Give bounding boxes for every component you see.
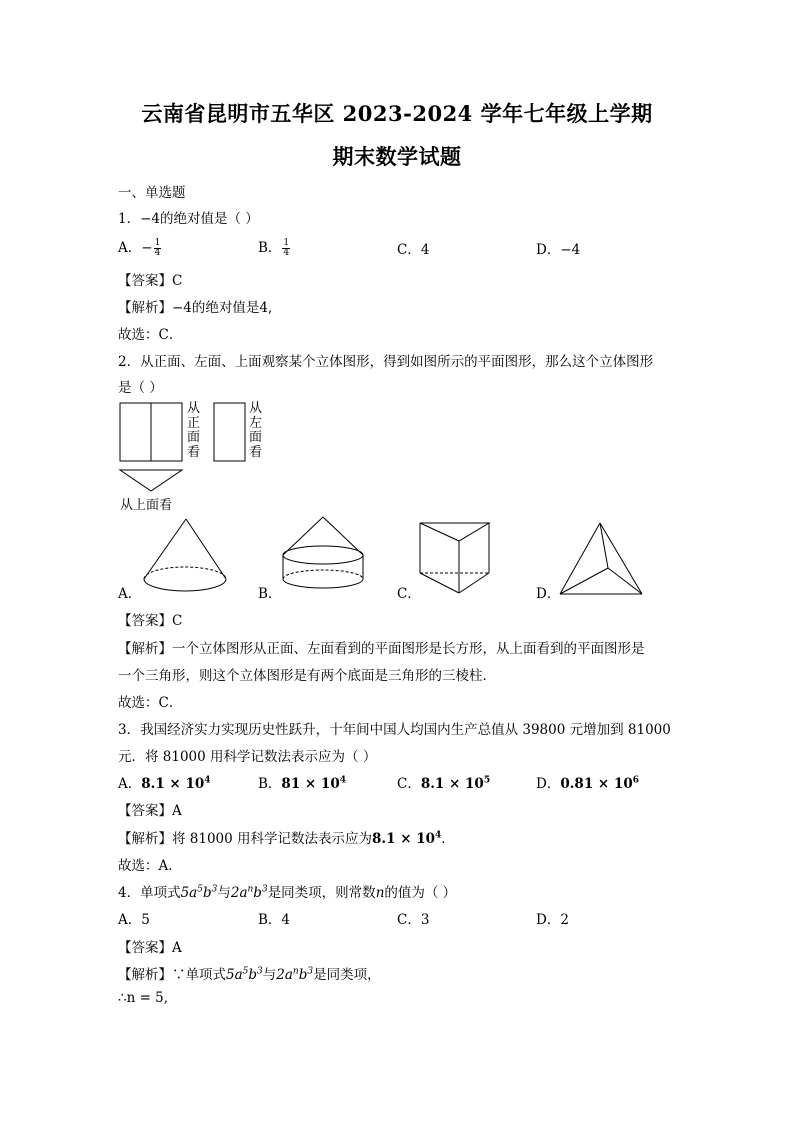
q1-option-a-denominator: 4 [154,248,161,258]
q4-analysis-term2-b-exponent: 3 [307,966,314,977]
q4-analysis-prefix: 【解析】∵单项式 [118,967,226,983]
left-view-char-4: 看 [249,444,263,460]
q4-analysis-term2-exponent: n [292,966,299,977]
q4-term2-exponent: n [247,884,254,895]
q3-option-a-base: 8.1 × 10 [141,776,205,792]
front-view-char-2: 正 [187,415,201,431]
q2-analysis-line1: 【解析】一个立体图形从正面、左面看到的平面图形是长方形，从上面看到的平面图形是 [118,641,645,657]
front-view-figure [118,402,188,494]
cone-on-cylinder-figure [278,515,368,597]
q3-analysis-suffix: ． [441,831,455,847]
q3-option-d-base: 0.81 × 10 [560,776,633,792]
q4-term1-exponent: 5 [197,884,203,895]
q3-stem-line1: 3．我国经济实力实现历史性跃升，十年间中国人均国内生产总值从 39800 元增加到 81000 [118,722,671,738]
q2-analysis-line2: 一个三角形，则这个立体图形是有两个底面是三角形的三棱柱． [118,668,496,684]
q4-variable: n [375,885,385,901]
q4-stem-mid: 与 [217,885,231,901]
q2-conclusion: 故选：C． [118,695,183,711]
q3-option-c-exponent: 5 [483,775,491,786]
front-view-char-1: 从 [187,401,201,416]
q4-stem-suffix1: 是同类项，则常数 [267,885,376,901]
q4-stem-suffix2: 的值为（ ） [384,885,457,901]
q4-analysis-term2-b: b [298,967,308,983]
q4-analysis-term1-exponent: 5 [242,966,249,977]
q1-option-a-label: A． [118,240,142,256]
q3-option-b-exponent: 4 [339,775,346,786]
q4-option-b: B．4 [258,912,291,928]
q4-analysis-term2 [276,967,313,983]
q2-option-c-label: C． [397,586,421,602]
q1-number: 1． [118,211,141,227]
q1-option-a-sign: − [141,240,153,256]
q4-option-c: C．3 [397,912,430,928]
q1-value: −4 [140,211,160,227]
q4-result: ∴n = 5, [118,990,169,1006]
q3-option-c [397,772,490,792]
left-view-char-1: 从 [249,401,263,416]
q4-option-a: A．5 [118,912,150,928]
q1-option-b-denominator: 4 [283,248,290,258]
q3-analysis [118,827,455,847]
front-view-label [187,402,201,460]
q3-option-a-label: A． [118,776,142,792]
q1-option-d: D．−4 [536,242,581,258]
q1-analysis [118,296,272,316]
q1-analysis-text: −4的绝对值是4, [172,300,273,316]
q4-analysis-term1 [226,967,263,983]
q3-option-c-base: 8.1 × 10 [420,776,484,792]
q2-option-d-label: D． [536,586,561,602]
q4-analysis-term1-coef: 5a [226,967,243,983]
q4-term2-coef: 2a [230,885,248,901]
q1-option-b-fraction [282,239,290,258]
q4-analysis-mid: 与 [262,967,277,983]
q2-answer: 【答案】C [118,613,183,629]
top-view-label: 从上面看 [120,498,173,513]
document-title-line2: 期末数学试题 [332,144,462,169]
q1-option-a-fraction [154,239,162,258]
q1-option-a-numerator: 1 [154,238,161,248]
q2-stem-line1: 2．从正面、左面、上面观察某个立体图形，得到如图所示的平面图形，那么这个立体图形 [118,354,654,370]
q1-option-a [118,236,162,258]
q3-analysis-exponent: 4 [435,830,442,841]
front-view-char-4: 看 [187,444,201,460]
q1-stem [118,207,259,227]
q3-option-a-exponent: 4 [204,775,211,786]
q2-stem-line2: 是（ ） [118,380,163,396]
cone-figure [140,517,232,597]
left-view-char-2: 左 [249,415,263,431]
left-view-label [249,402,263,460]
triangular-prism-figure [417,519,493,599]
q4-option-d: D．2 [536,912,569,928]
q1-answer: 【答案】C [118,273,183,289]
q3-option-c-label: C． [397,776,421,792]
q4-term2-b: b [253,885,262,901]
q2-option-a-label: A． [118,586,142,602]
q4-term1-b-exponent: 3 [211,884,218,895]
q4-term2 [231,885,268,901]
section-heading: 一、单选题 [118,185,186,201]
q4-term1-b: b [202,885,212,901]
q4-term2-b-exponent: 3 [261,884,268,895]
q3-option-d [536,772,639,792]
q4-analysis-suffix: 是同类项， [313,967,381,983]
q3-option-a [118,772,211,792]
q3-option-b-label: B． [258,776,282,792]
left-view-char-3: 面 [249,430,263,445]
q1-option-c: C．4 [397,242,430,258]
q4-analysis-term1-b-exponent: 3 [257,966,263,977]
q1-option-b-label: B． [258,240,282,256]
q3-conclusion: 故选：A． [118,858,182,874]
q4-analysis-term2-coef: 2a [276,967,293,983]
q4-stem-prefix: 4．单项式 [118,885,181,901]
q1-option-b-numerator: 1 [283,238,290,248]
q3-answer: 【答案】A [118,803,182,819]
document-title-line1: 云南省昆明市五华区 2023-2024 学年七年级上学期 [141,101,653,126]
q4-analysis-term1-b: b [248,967,258,983]
q3-option-d-exponent: 6 [632,775,639,786]
q4-term1-coef: 5a [180,885,198,901]
q4-analysis [118,963,381,983]
left-view-figure [212,402,248,464]
q1-analysis-label: 【解析】 [118,300,172,316]
q3-stem-line2: 元．将 81000 用科学记数法表示应为（ ） [118,749,377,765]
q1-conclusion: 故选：C． [118,327,183,343]
triangular-pyramid-figure [556,520,646,600]
q3-option-b [258,772,346,792]
q3-analysis-text: 【解析】将 81000 用科学记数法表示应为 [118,831,373,847]
q4-answer: 【答案】A [118,940,182,956]
q1-option-b [258,236,291,258]
q4-term1 [181,885,218,901]
q4-stem [118,881,456,901]
q3-option-b-base: 81 × 10 [281,776,340,792]
q2-option-b-label: B． [258,586,282,602]
q3-analysis-base: 8.1 × 10 [372,831,436,847]
q1-text: 的绝对值是（ ） [160,211,259,227]
front-view-char-3: 面 [187,430,201,445]
q3-option-d-label: D． [536,776,561,792]
